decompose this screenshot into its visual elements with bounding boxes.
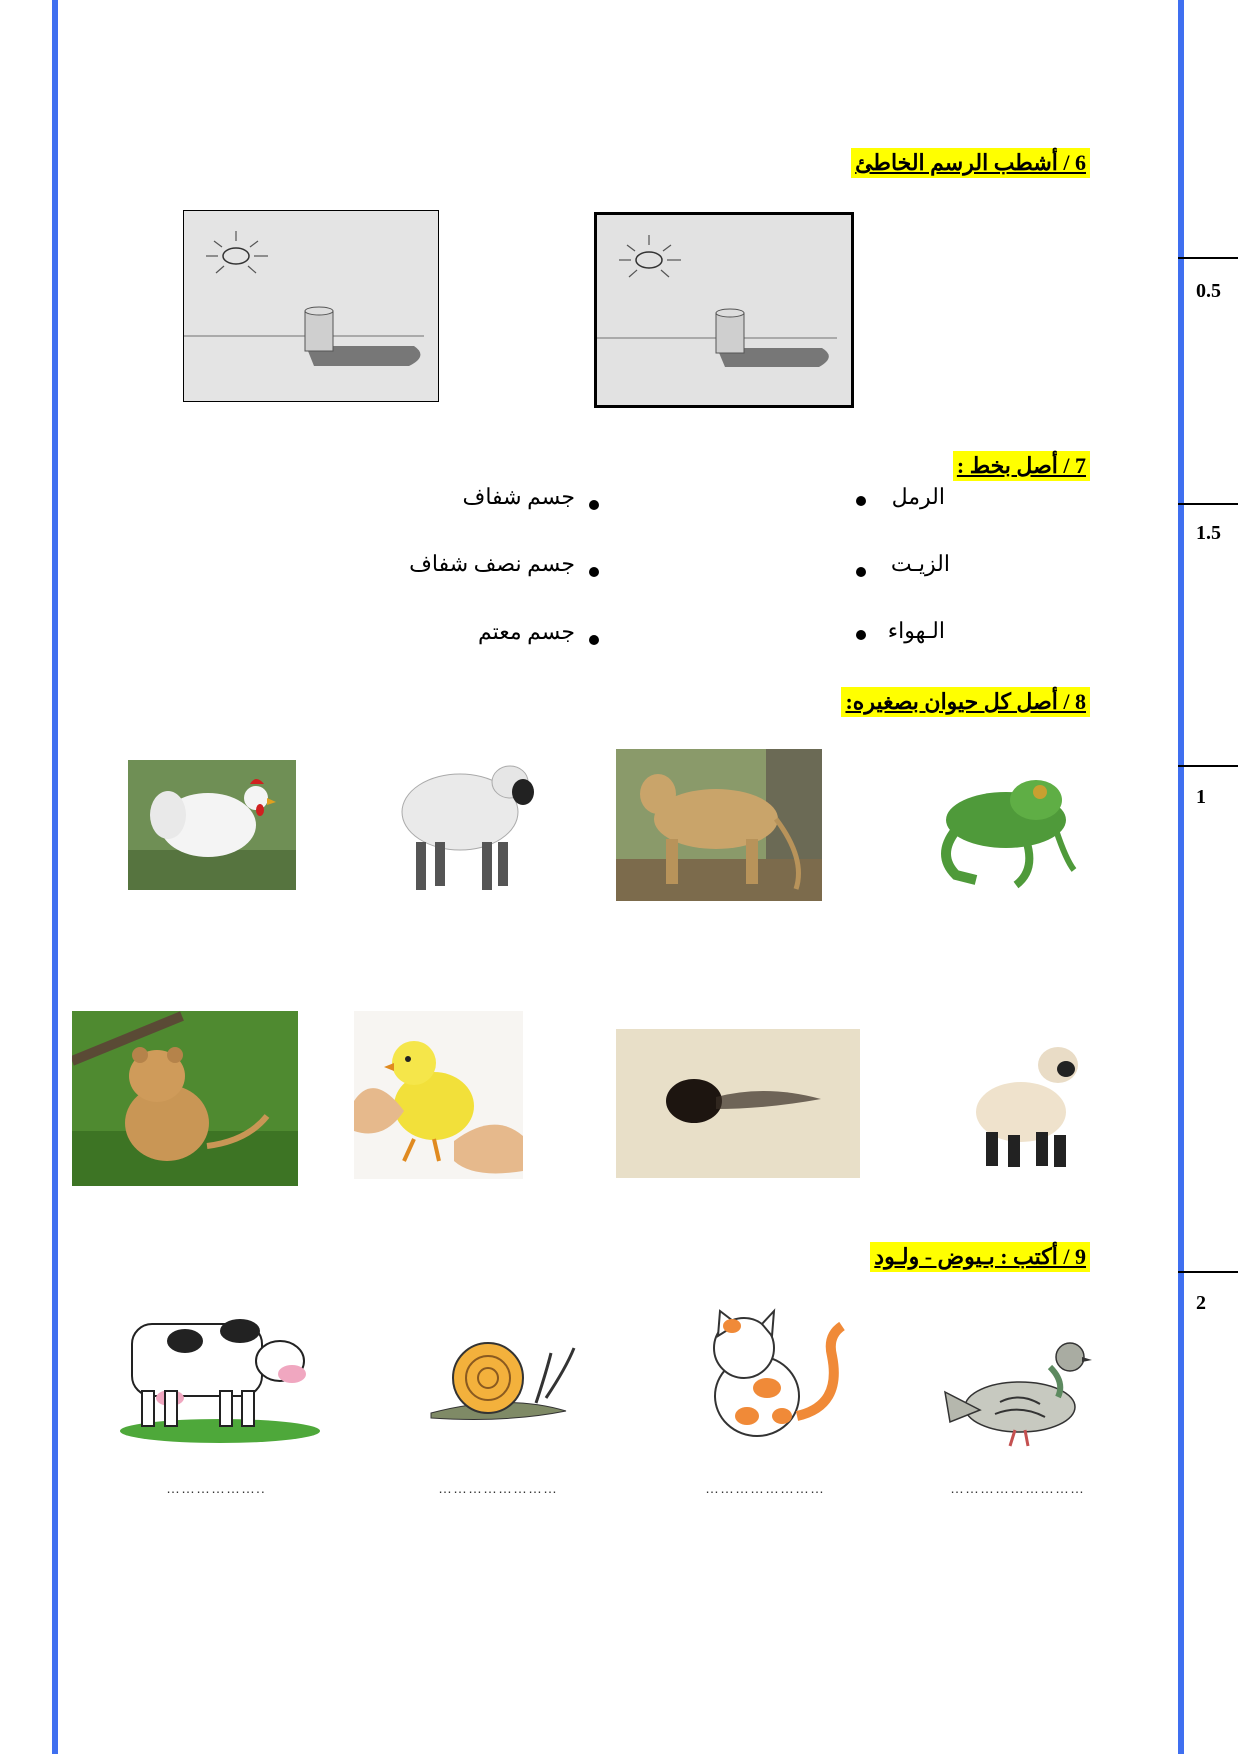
lioness-image[interactable]: [616, 749, 822, 901]
q8-title: 8 / أصل كل حيوان بصغيره:: [841, 687, 1090, 717]
match-item-transparent: جسم شفاف: [462, 484, 575, 509]
score-divider: [1178, 257, 1238, 259]
score-divider: [1178, 1271, 1238, 1273]
answer-blank-cow[interactable]: ………………..: [166, 1480, 266, 1496]
answer-blank-cat[interactable]: ……………………: [705, 1480, 825, 1496]
sheep-icon: [390, 742, 546, 902]
pigeon-icon: [940, 1322, 1096, 1458]
lioness-icon: [616, 749, 822, 901]
chick-image[interactable]: [354, 1011, 523, 1179]
cow-icon: [110, 1306, 320, 1444]
score-q7: 1.5: [1196, 522, 1221, 544]
sun-and-cylinder-drawing-icon: [597, 215, 851, 405]
q9-title: 9 / أكتب : بـيوض - ولـود: [870, 1242, 1090, 1272]
tadpole-image[interactable]: [616, 1029, 860, 1178]
chick-icon: [354, 1011, 523, 1179]
match-dot[interactable]: [856, 496, 866, 506]
left-margin-line: [52, 0, 58, 1754]
tadpole-icon: [616, 1029, 860, 1178]
score-divider: [1178, 765, 1238, 767]
frog-image[interactable]: [916, 760, 1084, 905]
match-dot[interactable]: [856, 567, 866, 577]
score-q9: 2: [1196, 1292, 1206, 1314]
q7-title: 7 / أصل بخط :: [953, 451, 1090, 481]
cow-image[interactable]: [110, 1306, 320, 1444]
hen-image[interactable]: [128, 760, 296, 890]
cat-image[interactable]: [692, 1306, 860, 1446]
answer-blank-snail[interactable]: ……………………: [438, 1480, 558, 1496]
match-item-oil: الزيـت: [890, 551, 950, 576]
match-item-opaque: جسم معتم: [477, 619, 575, 644]
score-divider: [1178, 503, 1238, 505]
lamb-icon: [966, 1037, 1090, 1173]
snail-image[interactable]: [426, 1323, 578, 1429]
snail-icon: [426, 1323, 578, 1429]
match-dot[interactable]: [856, 630, 866, 640]
match-dot[interactable]: [589, 635, 599, 645]
score-q6: 0.5: [1196, 280, 1221, 302]
answer-blank-pigeon[interactable]: ………………………: [950, 1480, 1085, 1496]
lion-cub-icon: [72, 1011, 298, 1186]
q6-title: 6 / أشطب الرسم الخاطئ: [851, 148, 1090, 178]
right-margin-line: [1178, 0, 1184, 1754]
shadow-drawing-left[interactable]: [183, 210, 439, 402]
match-item-air: الـهواء: [887, 618, 945, 643]
frog-icon: [916, 760, 1084, 905]
match-dot[interactable]: [589, 567, 599, 577]
shadow-drawing-right[interactable]: [594, 212, 854, 408]
lamb-image[interactable]: [966, 1037, 1090, 1173]
match-item-sand: الرمل: [891, 484, 945, 509]
score-q8: 1: [1196, 786, 1206, 808]
match-dot[interactable]: [589, 500, 599, 510]
lion-cub-image[interactable]: [72, 1011, 298, 1186]
sun-and-cylinder-drawing-icon: [184, 211, 438, 401]
sheep-image[interactable]: [390, 742, 546, 902]
cat-icon: [692, 1306, 860, 1446]
match-item-translucent: جسم نصف شفاف: [409, 551, 575, 576]
pigeon-image[interactable]: [940, 1322, 1096, 1458]
hen-icon: [128, 760, 296, 890]
